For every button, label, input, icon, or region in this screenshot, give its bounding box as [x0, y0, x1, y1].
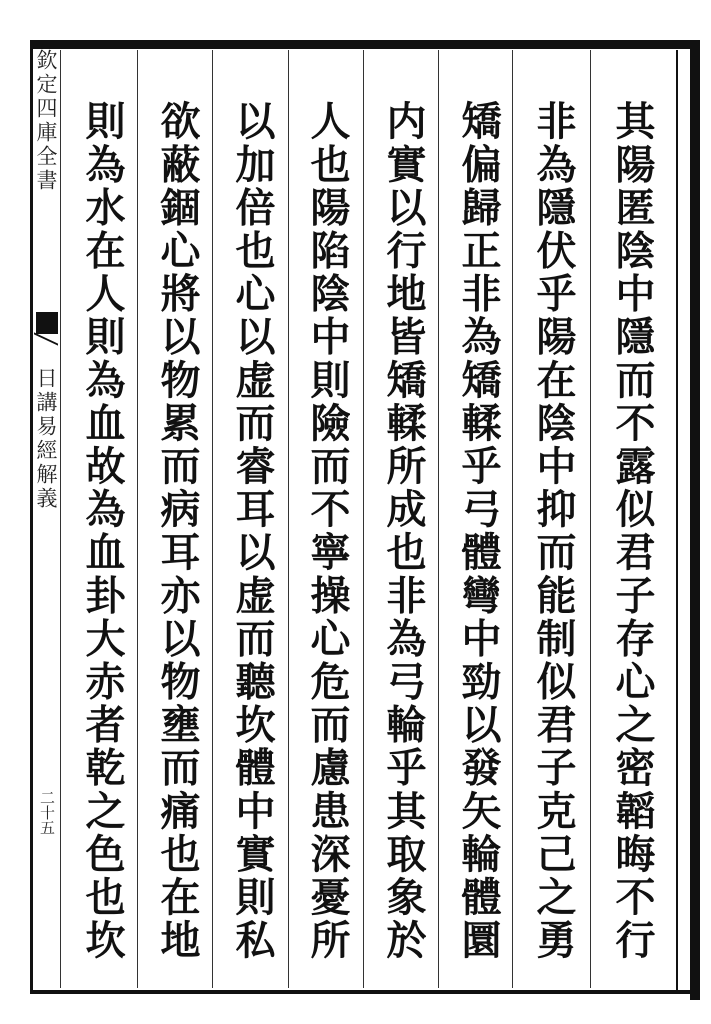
column-rule	[363, 50, 364, 988]
column-rule	[137, 50, 138, 988]
column-rule	[60, 50, 61, 988]
text-column-1: 其陽匿陰中隱而不露似君子存心之密韜晦不行	[609, 100, 656, 962]
page-number: 二十五	[38, 790, 56, 835]
fishtail-mark	[36, 312, 58, 334]
column-rule	[212, 50, 213, 988]
column-rule	[512, 50, 513, 988]
column-rule	[438, 50, 439, 988]
margin-strip	[32, 49, 60, 989]
section-title: 日講易經解義	[34, 367, 58, 511]
text-column-7: 欲蔽錮心將以物累而病耳亦以物壅而痛也在地	[154, 100, 201, 962]
text-column-4: 内實以行地皆矯輮所成也非為弓輪乎其取象於	[380, 100, 427, 962]
frame-right-border	[690, 40, 700, 1000]
frame-top-border	[30, 40, 700, 49]
text-column-5: 人也陽陷陰中則險而不寧操心危而慮患深憂所	[304, 100, 351, 962]
column-rule	[590, 50, 591, 988]
text-column-3: 矯偏歸正非為矯輮乎弓體彎中勁以發矢輪體圜	[455, 100, 502, 962]
text-column-6: 以加倍也心以虚而睿耳以虚而聽坎體中實則私	[229, 100, 276, 962]
book-title: 欽定四庫全書	[34, 49, 58, 193]
frame-inner-right-border	[676, 50, 678, 990]
column-rule	[288, 50, 289, 988]
text-column-8: 則為水在人則為血故為血卦大赤者乾之色也坎	[79, 100, 126, 962]
text-column-2: 非為隱伏乎陽在陰中抑而能制似君子克己之勇	[530, 100, 577, 962]
frame-bottom-border	[30, 990, 700, 994]
